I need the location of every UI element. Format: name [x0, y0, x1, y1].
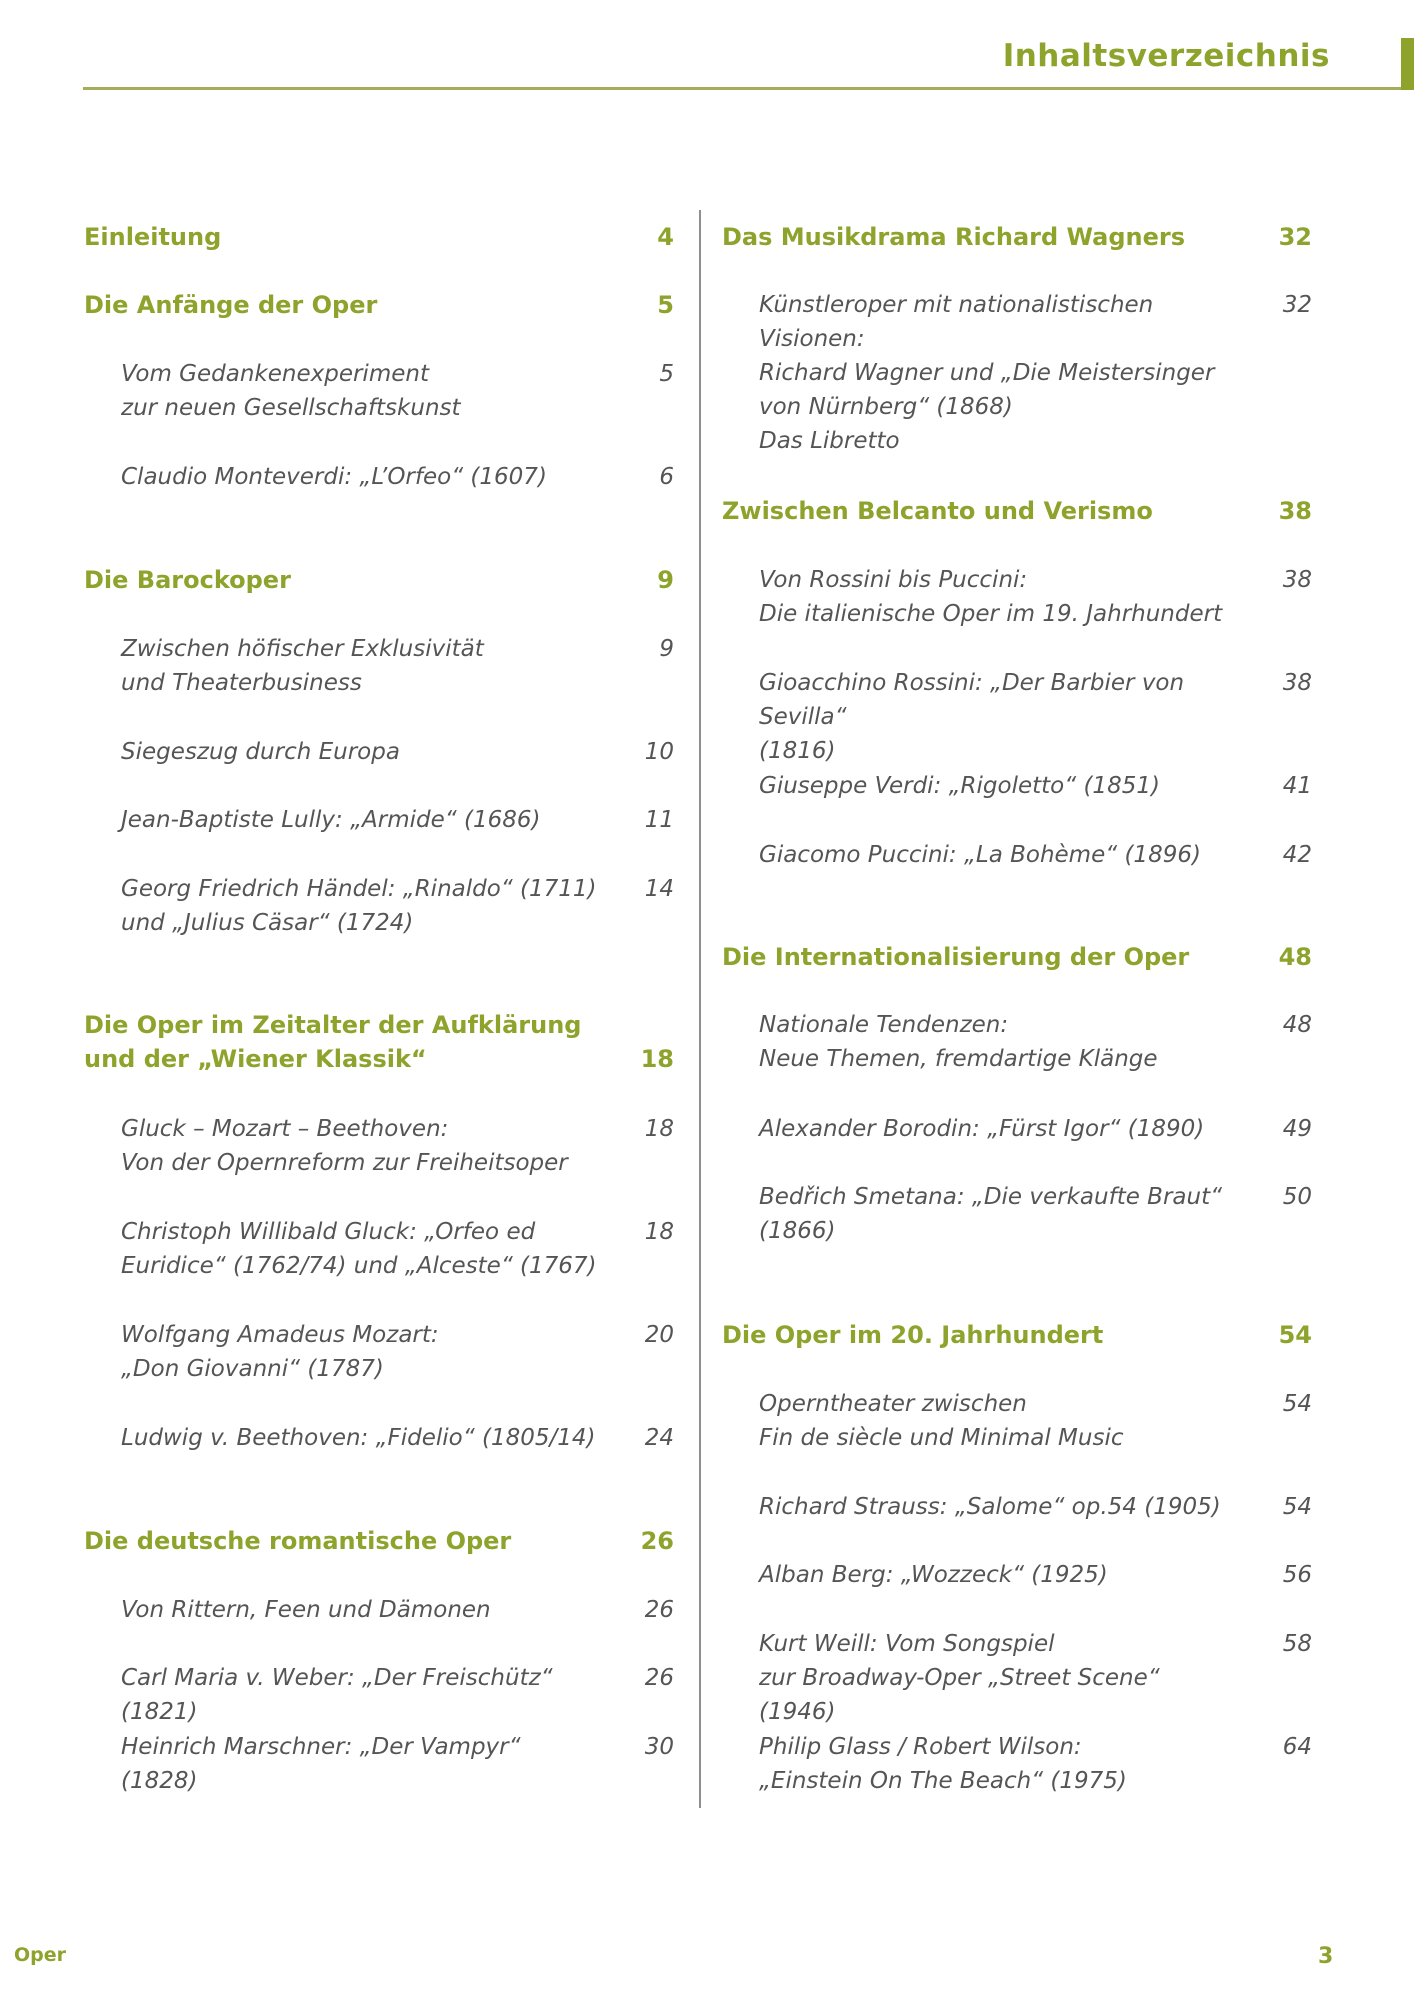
toc-subentry[interactable]	[722, 769, 1312, 803]
toc-subentry[interactable]	[722, 1180, 1312, 1248]
toc-page-number: 18	[644, 1219, 674, 1245]
toc-subentry[interactable]	[722, 1008, 1312, 1076]
toc-title: Zwischen Belcanto und Verismo	[722, 497, 1153, 525]
toc-title: Ludwig v. Beethoven: „Fidelio“ (1805/14)	[121, 1425, 596, 1451]
toc-page-number: 41	[1282, 773, 1312, 799]
toc-subentry[interactable]	[84, 632, 674, 700]
toc-subentry[interactable]	[84, 1421, 674, 1455]
header-rule	[83, 87, 1401, 90]
toc-subentry[interactable]	[84, 1661, 674, 1729]
toc-subentry[interactable]	[84, 1112, 674, 1180]
toc-page-number: 38	[1282, 567, 1312, 593]
toc-title: Von Rittern, Feen und Dämonen	[121, 1597, 491, 1623]
toc-title: Christoph Willibald Gluck: „Orfeo ed Euridice“ (1762/74) und „Alceste“ (1767)	[121, 1219, 597, 1279]
toc-title: Künstleroper mit nationalistischen Visionen: Richard Wagner und „Die Meistersinger von Nürnberg“ (1868) Das Libretto	[759, 292, 1215, 454]
toc-title: Alexander Borodin: „Fürst Igor“ (1890)	[759, 1116, 1205, 1142]
toc-subentry[interactable]	[84, 1593, 674, 1627]
toc-title: Jean-Baptiste Lully: „Armide“ (1686)	[121, 807, 541, 833]
toc-subentry[interactable]	[84, 803, 674, 837]
toc-subentry[interactable]	[84, 735, 674, 769]
toc-title: Siegeszug durch Europa	[121, 739, 400, 765]
toc-subentry[interactable]	[722, 838, 1312, 872]
toc-page-number: 18	[644, 1116, 674, 1142]
toc-page-number: 56	[1282, 1562, 1312, 1588]
toc-page-number: 54	[1278, 1321, 1312, 1349]
toc-page-number: 42	[1282, 842, 1312, 868]
toc-chapter[interactable]	[84, 288, 674, 322]
toc-subentry[interactable]	[722, 1387, 1312, 1455]
header-tab-marker	[1401, 38, 1414, 90]
toc-page-number: 54	[1282, 1391, 1312, 1417]
toc-subentry[interactable]	[722, 1112, 1312, 1146]
footer-book-label: Oper	[14, 1944, 67, 1966]
toc-page-number: 10	[644, 739, 674, 765]
toc-chapter[interactable]	[722, 940, 1312, 974]
toc-title: Alban Berg: „Wozzeck“ (1925)	[759, 1562, 1108, 1588]
toc-page-number: 5	[657, 291, 674, 319]
toc-title: Bedřich Smetana: „Die verkaufte Braut“ (1866)	[759, 1184, 1223, 1244]
toc-subentry[interactable]	[84, 460, 674, 494]
toc-title: Die deutsche romantische Oper	[84, 1527, 512, 1555]
toc-page-number: 54	[1282, 1494, 1312, 1520]
toc-title: Gioacchino Rossini: „Der Barbier von Sevilla“ (1816)	[759, 670, 1185, 764]
toc-page-number: 14	[644, 876, 674, 902]
toc-page-number: 9	[659, 636, 674, 662]
toc-title: Die Oper im 20. Jahrhundert	[722, 1321, 1104, 1349]
toc-page-number: 4	[657, 223, 674, 251]
toc-title: Von Rossini bis Puccini: Die italienische Oper im 19. Jahrhundert	[759, 567, 1223, 627]
header-title: Inhaltsverzeichnis	[1002, 38, 1330, 74]
toc-title: Giuseppe Verdi: „Rigoletto“ (1851)	[759, 773, 1160, 799]
toc-subentry[interactable]	[722, 1730, 1312, 1798]
toc-subentry[interactable]	[722, 1627, 1312, 1729]
toc-subentry[interactable]	[84, 1730, 674, 1798]
toc-page-number: 38	[1282, 670, 1312, 696]
toc-chapter[interactable]	[84, 1524, 674, 1558]
toc-page-number: 11	[644, 807, 674, 833]
toc-subentry[interactable]	[84, 357, 674, 425]
toc-page-number: 58	[1282, 1631, 1312, 1657]
toc-title: Gluck – Mozart – Beethoven: Von der Opernreform zur Freiheitsoper	[121, 1116, 568, 1176]
toc-page-number: 64	[1282, 1734, 1312, 1760]
toc-subentry[interactable]	[84, 872, 674, 940]
toc-title: Die Anfänge der Oper	[84, 291, 378, 319]
toc-title: Die Internationalisierung der Oper	[722, 943, 1190, 971]
toc-title: Zwischen höfischer Exklusivität und Theaterbusiness	[121, 636, 484, 696]
toc-chapter[interactable]	[722, 1318, 1312, 1352]
toc-page-number: 26	[644, 1597, 674, 1623]
toc-page-number: 26	[644, 1665, 674, 1691]
toc-chapter[interactable]	[84, 563, 674, 597]
toc-page-number: 18	[640, 1045, 674, 1073]
toc-chapter[interactable]	[84, 220, 674, 254]
toc-subentry[interactable]	[84, 1215, 674, 1283]
toc-subentry[interactable]	[722, 563, 1312, 631]
toc-title: Heinrich Marschner: „Der Vampyr“ (1828)	[121, 1734, 521, 1794]
toc-title: Die Barockoper	[84, 566, 291, 594]
footer-page-number: 3	[1318, 1944, 1334, 1969]
toc-title: Nationale Tendenzen: Neue Themen, fremdartige Klänge	[759, 1012, 1158, 1072]
toc-page-number: 48	[1278, 943, 1312, 971]
toc-subentry[interactable]	[722, 1558, 1312, 1592]
toc-page-number: 6	[659, 464, 674, 490]
toc-subentry[interactable]	[84, 1318, 674, 1386]
toc-title: Kurt Weill: Vom Songspiel zur Broadway-Oper „Street Scene“ (1946)	[759, 1631, 1160, 1725]
toc-title: Carl Maria v. Weber: „Der Freischütz“ (1821)	[121, 1665, 553, 1725]
toc-title: Wolfgang Amadeus Mozart: „Don Giovanni“ (1787)	[121, 1322, 439, 1382]
toc-page-number: 32	[1278, 223, 1312, 251]
toc-page-number: 48	[1282, 1012, 1312, 1038]
toc-page-number: 9	[657, 566, 674, 594]
toc-page-number: 26	[640, 1527, 674, 1555]
toc-chapter[interactable]	[722, 494, 1312, 528]
toc-title: Philip Glass / Robert Wilson: „Einstein On The Beach“ (1975)	[759, 1734, 1127, 1794]
toc-title: Georg Friedrich Händel: „Rinaldo“ (1711) und „Julius Cäsar“ (1724)	[121, 876, 597, 936]
column-divider	[699, 210, 701, 1808]
toc-page-number: 32	[1282, 292, 1312, 318]
toc-page-number: 24	[644, 1425, 674, 1451]
toc-chapter[interactable]	[84, 1008, 674, 1076]
toc-subentry[interactable]	[722, 1490, 1312, 1524]
toc-title: Giacomo Puccini: „La Bohème“ (1896)	[759, 842, 1201, 868]
toc-page-number: 20	[644, 1322, 674, 1348]
toc-page-number: 50	[1282, 1184, 1312, 1210]
toc-page-number: 49	[1282, 1116, 1312, 1142]
toc-title: Richard Strauss: „Salome“ op.54 (1905)	[759, 1494, 1221, 1520]
toc-title: Claudio Monteverdi: „L’Orfeo“ (1607)	[121, 464, 547, 490]
toc-title: Das Musikdrama Richard Wagners	[722, 223, 1186, 251]
toc-page-number: 5	[659, 361, 674, 387]
toc-title: Die Oper im Zeitalter der Aufklärung und der „Wiener Klassik“	[84, 1011, 582, 1073]
toc-subentry[interactable]	[722, 666, 1312, 768]
toc-page-number: 30	[644, 1734, 674, 1760]
toc-title: Einleitung	[84, 223, 222, 251]
toc-title: Operntheater zwischen Fin de siècle und Minimal Music	[759, 1391, 1124, 1451]
toc-title: Vom Gedankenexperiment zur neuen Gesellschaftskunst	[121, 361, 461, 421]
toc-subentry[interactable]	[722, 288, 1312, 458]
toc-page-number: 38	[1278, 497, 1312, 525]
toc-chapter[interactable]	[722, 220, 1312, 254]
